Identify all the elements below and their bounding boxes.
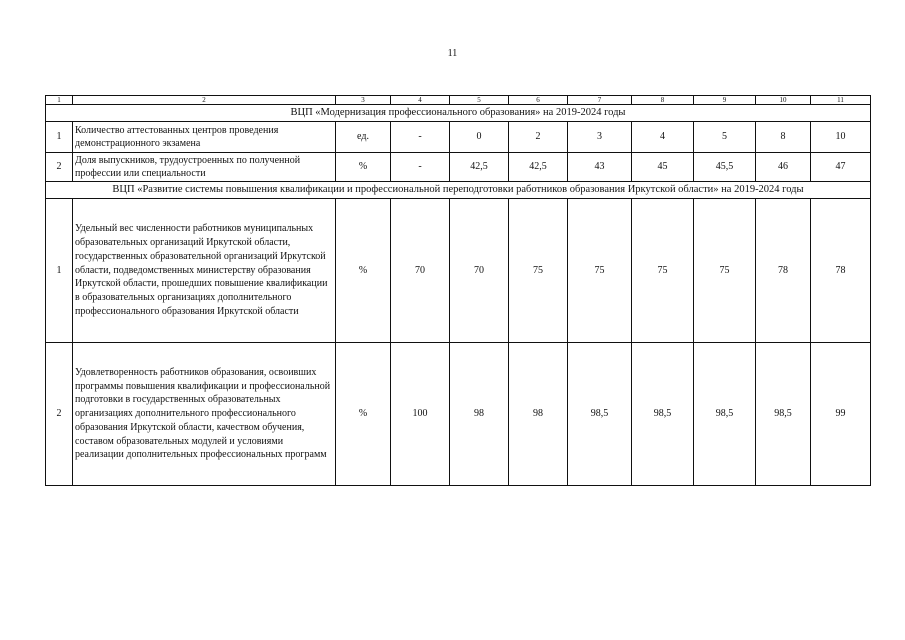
table-row (46, 343, 871, 486)
table-row (46, 122, 871, 153)
column-number-cell: 5 (450, 96, 509, 105)
value-cell: 98,5 (632, 343, 694, 486)
column-number-cell: 7 (568, 96, 632, 105)
unit-cell: % (336, 343, 391, 486)
value-cell: 4 (632, 122, 694, 153)
value-cell: 99 (811, 343, 871, 486)
indicator-name: Доля выпускников, трудоустроенных по полученной профессии или специальности (73, 153, 336, 182)
value-cell: 75 (568, 199, 632, 343)
unit-cell: % (336, 153, 391, 182)
section-heading-row (46, 105, 871, 122)
column-number-cell: 8 (632, 96, 694, 105)
column-number-cell: 1 (46, 96, 73, 105)
value-cell: 2 (509, 122, 568, 153)
section-heading-row (46, 182, 871, 199)
indicators-table (45, 95, 871, 486)
value-cell: 98 (450, 343, 509, 486)
value-cell: 45 (632, 153, 694, 182)
column-number-cell: 3 (336, 96, 391, 105)
indicator-name: Удельный вес численности работников муниципальных образовательных организаций Иркутской области, государственных образовательной организаций Иркутской области, подведомственных министерству образования Иркутской области, прошедших повышение квалификации в образовательных организациях дополнительного профессионального образования Иркутской области (73, 199, 336, 343)
unit-cell: % (336, 199, 391, 343)
value-cell: 47 (811, 153, 871, 182)
page-number: 11 (447, 48, 458, 59)
value-cell: - (391, 153, 450, 182)
value-cell: 100 (391, 343, 450, 486)
row-number: 2 (46, 153, 73, 182)
value-cell: 75 (632, 199, 694, 343)
column-number-row (46, 96, 871, 105)
value-cell: 8 (756, 122, 811, 153)
value-cell: 42,5 (509, 153, 568, 182)
value-cell: 43 (568, 153, 632, 182)
value-cell: 46 (756, 153, 811, 182)
value-cell: 5 (694, 122, 756, 153)
table-row (46, 199, 871, 343)
value-cell: 70 (450, 199, 509, 343)
value-cell: 10 (811, 122, 871, 153)
value-cell: 98,5 (568, 343, 632, 486)
column-number-cell: 10 (756, 96, 811, 105)
row-number: 1 (46, 199, 73, 343)
value-cell: 98,5 (694, 343, 756, 486)
column-number-cell: 9 (694, 96, 756, 105)
table-row (46, 153, 871, 182)
value-cell: 98 (509, 343, 568, 486)
unit-cell: ед. (336, 122, 391, 153)
column-number-cell: 11 (811, 96, 871, 105)
value-cell: 78 (756, 199, 811, 343)
value-cell: 75 (694, 199, 756, 343)
value-cell: 3 (568, 122, 632, 153)
section-title: ВЦП «Модернизация профессионального образования» на 2019-2024 годы (46, 105, 871, 122)
indicator-name: Удовлетворенность работников образования, освоивших программы повышения квалификации и профессиональной подготовки в государственных образовательных организациях дополнительного профессионального образования Иркутской области, качеством обучения, составом образовательных модулей и условиями реализации дополнительных профессиональных программ (73, 343, 336, 486)
value-cell: 78 (811, 199, 871, 343)
column-number-cell: 2 (73, 96, 336, 105)
section-title: ВЦП «Развитие системы повышения квалификации и профессиональной переподготовки работников образования Иркутской области» на 2019-2024 годы (46, 182, 871, 199)
value-cell: - (391, 122, 450, 153)
row-number: 2 (46, 343, 73, 486)
value-cell: 75 (509, 199, 568, 343)
column-number-cell: 4 (391, 96, 450, 105)
value-cell: 45,5 (694, 153, 756, 182)
value-cell: 42,5 (450, 153, 509, 182)
value-cell: 98,5 (756, 343, 811, 486)
row-number: 1 (46, 122, 73, 153)
column-number-cell: 6 (509, 96, 568, 105)
value-cell: 0 (450, 122, 509, 153)
indicator-name: Количество аттестованных центров проведения демонстрационного экзамена (73, 122, 336, 153)
value-cell: 70 (391, 199, 450, 343)
